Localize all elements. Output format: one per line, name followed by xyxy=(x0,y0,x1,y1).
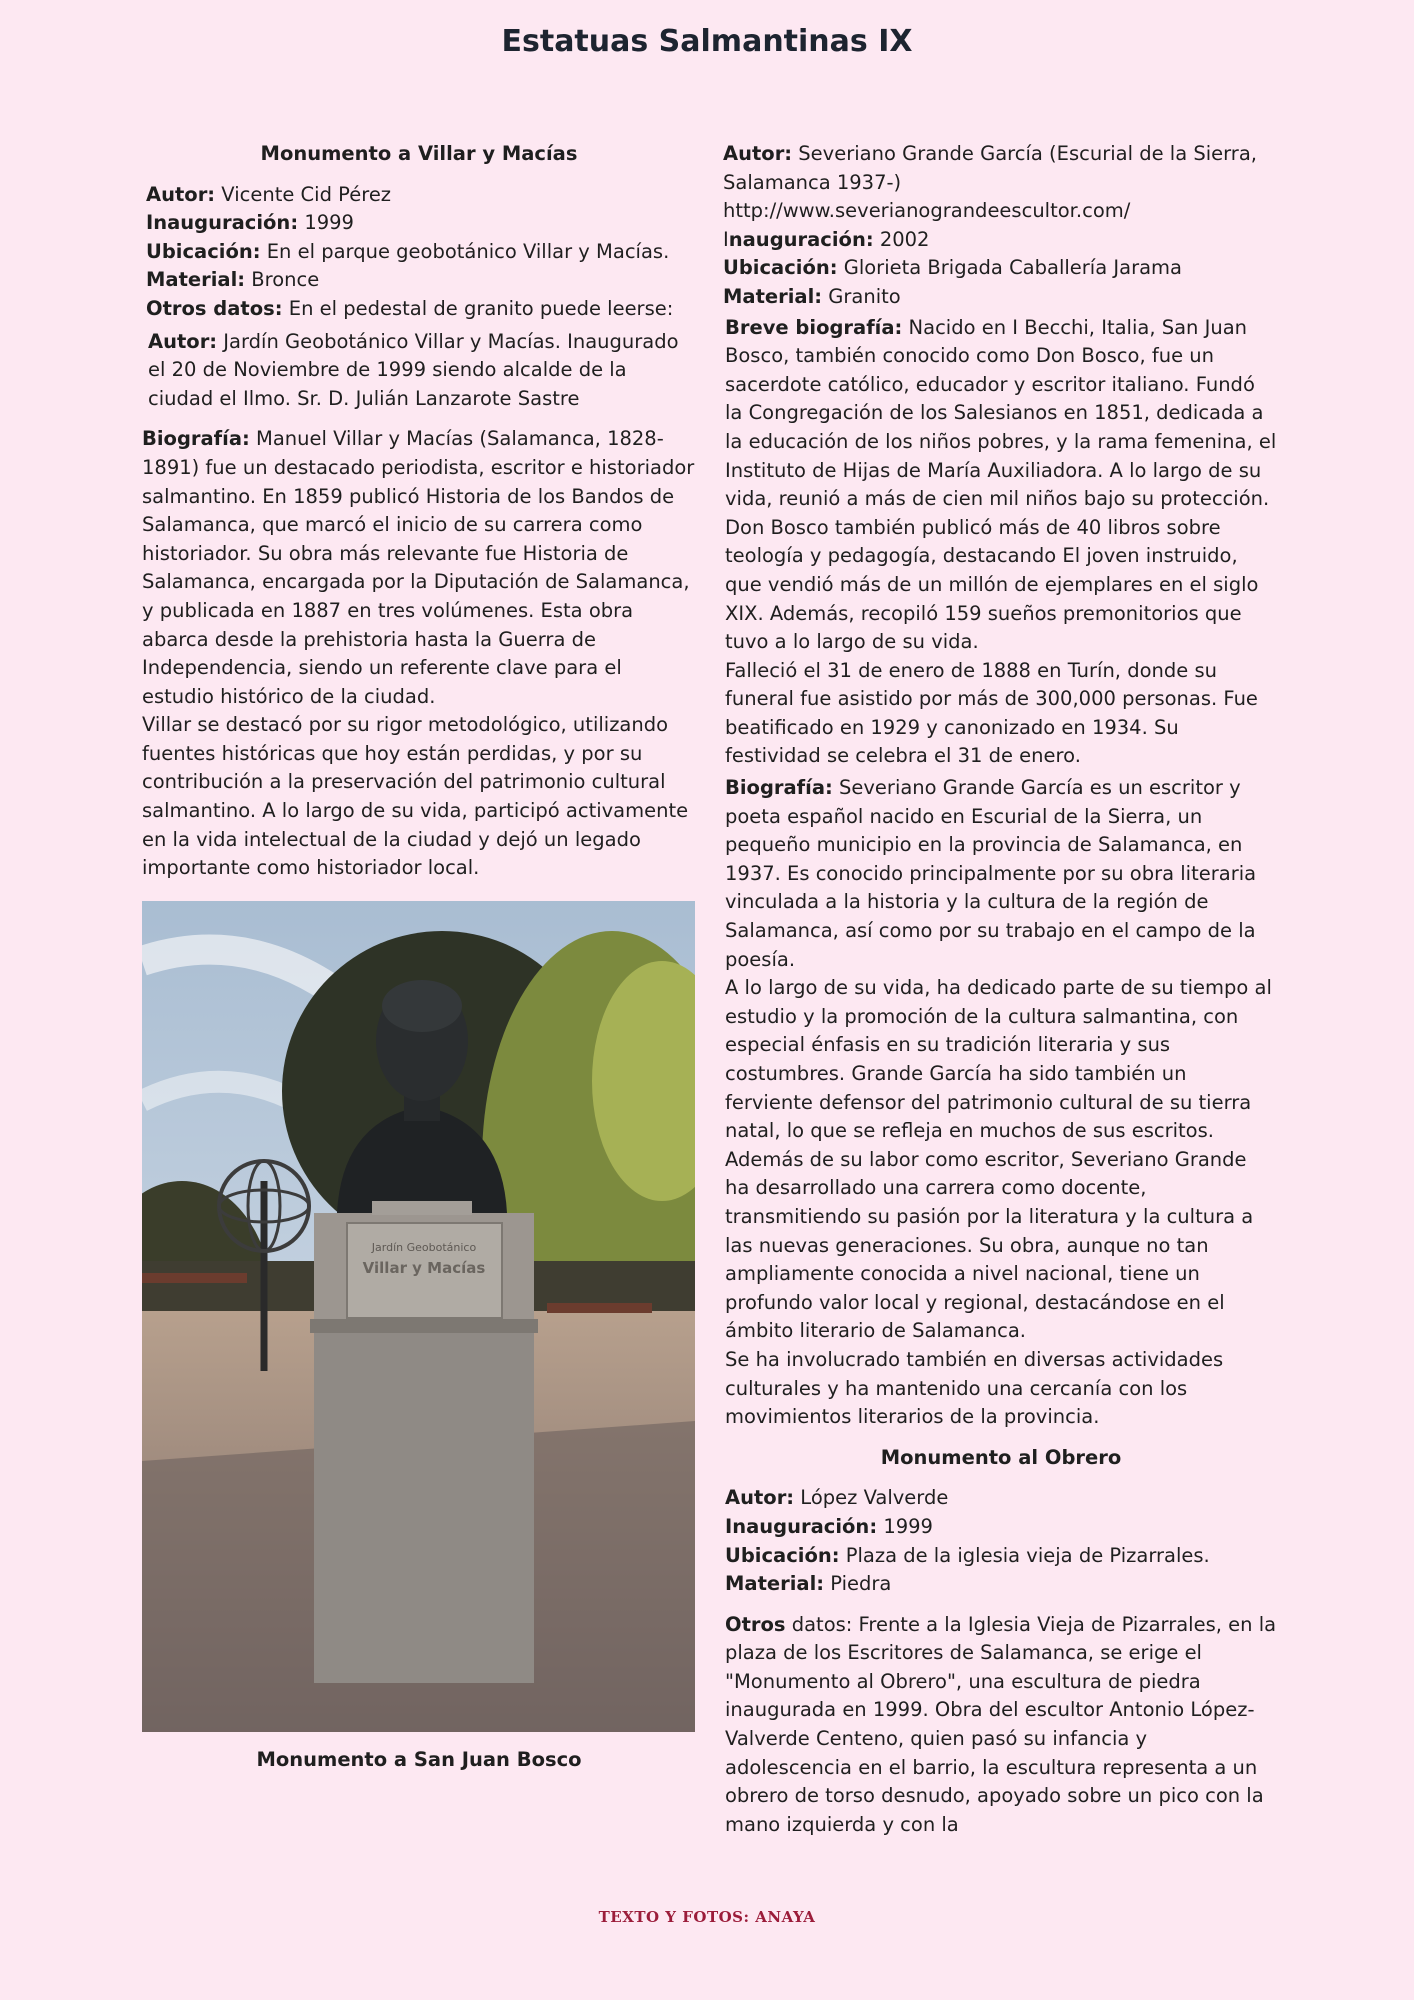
obrero-facts xyxy=(725,1484,1277,1598)
label: Breve biografía: xyxy=(725,315,903,339)
label: nauguración: xyxy=(728,227,874,251)
value: 2002 xyxy=(873,227,930,251)
label: Autor: xyxy=(725,1486,795,1510)
label: Inauguración: xyxy=(725,1514,878,1538)
obrero-autor xyxy=(725,1484,1277,1513)
prefix: I xyxy=(723,227,729,251)
label: Autor: xyxy=(146,182,216,206)
obrero-inauguracion xyxy=(725,1513,1277,1542)
label: Otros datos: xyxy=(146,296,283,320)
villar-heading: Monumento a Villar y Macías xyxy=(260,142,578,165)
value: En el parque geobotánico Villar y Macías. xyxy=(260,239,670,263)
page-title: Estatuas Salmantinas IX xyxy=(501,24,913,59)
footer-credit: TEXTO Y FOTOS: ANAYA xyxy=(598,1908,816,1926)
grande-bio-2: A lo largo de su vida, ha dedicado parte de su tiempo al estudio y la promoción de la cultura salmantina, con especial énfasis en su tradición literaria y sus costumbres. Grande García ha sido también un ferviente defensor del patrimonio cultural de su tierra natal, lo que se refleja en muchos de sus escritos. xyxy=(725,976,1272,1143)
value: Glorieta Brigada Caballería Jarama xyxy=(837,256,1182,280)
bosco-breve-1 xyxy=(725,314,1277,514)
label: Biografía: xyxy=(142,427,250,451)
bosco-text xyxy=(723,314,1277,1840)
label: Ubicación: xyxy=(146,239,261,263)
value: Nacido en I Becchi, Italia, San Juan Bosco, también conocido como Don Bosco, fue un sacerdote católico, educador y escritor italiano. Fundó la Congregación de los Salesianos en 1851, dedicada a la educación de los niños pobres, y la rama femenina, el Instituto de Hijas de María Auxiliadora. A lo largo de su vida, reunió a más de cien mil niños bajo su protección. xyxy=(725,315,1277,511)
value: Manuel Villar y Macías (Salamanca, 1828-1891) fue un destacado periodista, escritor e historiador salmantino. En 1859 publicó Historia de los Bandos de Salamanca, que marcó el inicio de su carrera como historiador. Su obra más relevante fue Historia de Salamanca, encargada por la Diputación de Salamanca, y publicada en 1887 en tres volúmenes. Esta obra abarca desde la prehistoria hasta la Guerra de Independencia, siendo un referente clave para el estudio histórico de la ciudad. xyxy=(142,427,695,708)
label: Otros xyxy=(725,1612,786,1636)
obrero-material xyxy=(725,1570,1277,1599)
grande-bio-4: Se ha involucrado también en diversas actividades culturales y ha mantenido una cercanía con los movimientos literarios de la provincia. xyxy=(725,1347,1224,1429)
value: En el pedestal de granito puede leerse: xyxy=(282,296,674,320)
villar-bio-1 xyxy=(142,425,696,711)
bosco-caption: Monumento a San Juan Bosco xyxy=(256,1747,582,1771)
bosco-breve-3: Falleció el 31 de enero de 1888 en Turín, donde su funeral fue asistido por más de 300,000 personas. Fue beatificado en 1929 y canonizado en 1934. Su festividad se celebra el 31 de enero. xyxy=(725,658,1258,768)
label: Autor: xyxy=(723,142,793,165)
value: Jardín Geobotánico Villar y Macías. Inaugurado el 20 de Noviembre de 1999 siendo alcalde de la ciudad el Ilmo. Sr. D. Julián Lanzarote Sastre xyxy=(148,329,679,410)
villar-inauguracion xyxy=(146,209,696,238)
bosco-url: http://www.severianograndeescultor.com/ xyxy=(723,199,1131,223)
grande-bio-3: Además de su labor como escritor, Severiano Grande ha desarrollado una carrera como docente, transmitiendo su pasión por la literatura y la cultura a las nuevas generaciones. Su obra, aunque no tan ampliamente conocida a nivel nacional, tiene un profundo valor local y regional, destacándose en el ámbito literario de Salamanca. xyxy=(725,1147,1254,1343)
bosco-material xyxy=(723,283,1277,312)
label: Inauguración: xyxy=(146,211,299,235)
obrero-otros xyxy=(725,1611,1277,1840)
villar-bio-2: Villar se destacó por su rigor metodológico, utilizando fuentes históricas que hoy están perdidas, y por su contribución a la preservación del patrimonio cultural salmantino. A lo largo de su vida, participó activamente en la vida intelectual de la ciudad y dejó un legado importante como historiador local. xyxy=(142,713,689,880)
villar-inscription xyxy=(146,328,696,414)
value: Bronce xyxy=(245,268,320,292)
plaque-line-1: Jardín Geobotánico xyxy=(371,1240,477,1254)
bust-photo xyxy=(142,901,695,1732)
label: Ubicación: xyxy=(723,256,838,280)
label: Material: xyxy=(146,268,246,292)
villar-autor xyxy=(146,181,696,210)
value: Severiano Grande García (Escurial de la Sierra, Salamanca 1937-) xyxy=(723,142,1257,194)
left-column xyxy=(142,140,696,1774)
value: Granito xyxy=(822,284,901,308)
value: Severiano Grande García es un escritor y poeta español nacido en Escurial de la Sierra, un pequeño municipio en la provincia de Salamanca, en 1937. Es conocido principalmente por su obra literaria vinculada a la historia y la cultura de la región de Salamanca, así como por su trabajo en el campo de la poesía. xyxy=(725,776,1257,971)
villar-ubicacion xyxy=(146,238,696,267)
value: datos: Frente a la Iglesia Vieja de Pizarrales, en la plaza de los Escritores de Salamanca, se erige el "Monumento al Obrero", una escultura de piedra inaugurada en 1999. Obra del escultor Antonio López-Valverde Centeno, quien pasó su infancia y adolescencia en el barrio, la escultura representa a un obrero de torso desnudo, apoyado sobre un pico con la mano izquierda y con la xyxy=(725,1612,1277,1836)
grande-bio-1 xyxy=(725,774,1277,974)
value: Plaza de la iglesia vieja de Pizarrales. xyxy=(839,1543,1210,1567)
villar-otros xyxy=(146,295,696,324)
label: Biografía: xyxy=(725,776,833,800)
bosco-breve-2: Don Bosco también publicó más de 40 libros sobre teología y pedagogía, destacando El joven instruido, que vendió más de un millón de ejemplares en el siglo XIX. Además, recopiló 159 sueños premonitorios que tuvo a lo largo de su vida. xyxy=(725,515,1259,654)
bosco-autor xyxy=(723,140,1277,197)
obrero-ubicacion xyxy=(725,1542,1277,1571)
value: López Valverde xyxy=(794,1486,949,1510)
villar-material xyxy=(146,266,696,295)
villar-facts xyxy=(142,181,696,414)
label: Autor: xyxy=(148,329,218,353)
obrero-heading: Monumento al Obrero xyxy=(880,1445,1122,1469)
label: Material: xyxy=(723,284,823,308)
value: 1999 xyxy=(877,1514,933,1538)
label: Ubicación: xyxy=(725,1543,840,1567)
label: Material: xyxy=(725,1572,825,1596)
plaque-line-2: Villar y Macías xyxy=(362,1258,486,1277)
value: 1999 xyxy=(298,211,354,235)
value: Vicente Cid Pérez xyxy=(215,182,392,206)
bosco-ubicacion xyxy=(723,254,1277,283)
bosco-inauguracion xyxy=(723,226,1277,255)
right-column xyxy=(723,140,1277,1839)
value: Piedra xyxy=(824,1572,892,1596)
